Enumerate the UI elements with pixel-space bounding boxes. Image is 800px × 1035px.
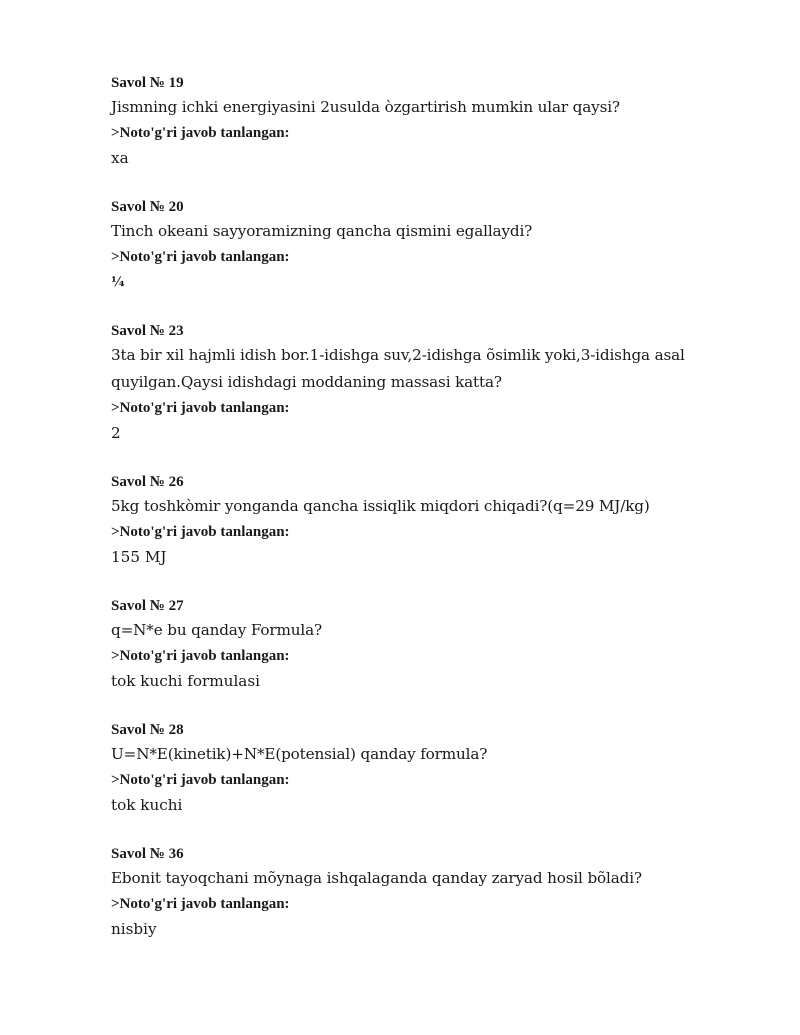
question-title: Savol № 19 <box>111 75 184 91</box>
question-block-26 <box>111 471 711 571</box>
question-title: Savol № 23 <box>111 323 184 339</box>
selected-answer: ¼ <box>111 275 125 290</box>
question-text: 3ta bir xil hajmli idish bor.1-idishga suv,2-idishga õsimlik yoki,3-idishga asal quyilgan.Qaysi idishdagi moddaning massasi katta? <box>111 346 685 391</box>
question-text: Tinch okeani sayyoramizning qancha qismini egallaydi? <box>111 222 533 240</box>
document-page <box>111 72 711 943</box>
question-title: Savol № 26 <box>111 474 184 490</box>
wrong-answer-label: >Noto'g'ri javob tanlangan: <box>111 125 290 141</box>
question-title: Savol № 27 <box>111 598 184 614</box>
question-text: q=N*e bu qanday Formula? <box>111 621 322 639</box>
wrong-answer-label: >Noto'g'ri javob tanlangan: <box>111 524 290 540</box>
wrong-answer-label: >Noto'g'ri javob tanlangan: <box>111 648 290 664</box>
wrong-answer-label: >Noto'g'ri javob tanlangan: <box>111 772 290 788</box>
wrong-answer-label: >Noto'g'ri javob tanlangan: <box>111 249 290 265</box>
selected-answer: tok kuchi formulasi <box>111 672 261 690</box>
question-title: Savol № 20 <box>111 199 184 215</box>
question-block-20 <box>111 196 711 296</box>
selected-answer: xa <box>111 149 129 167</box>
question-title: Savol № 28 <box>111 722 184 738</box>
question-text: Jismning ichki energiyasini 2usulda òzgartirish mumkin ular qaysi? <box>111 98 620 116</box>
selected-answer: tok kuchi <box>111 796 183 814</box>
selected-answer: 2 <box>111 424 121 442</box>
wrong-answer-label: >Noto'g'ri javob tanlangan: <box>111 896 290 912</box>
question-block-19 <box>111 72 711 172</box>
question-text: U=N*E(kinetik)+N*E(potensial) qanday formula? <box>111 745 488 763</box>
question-text: Ebonit tayoqchani mõynaga ishqalaganda qanday zaryad hosil bõladi? <box>111 869 642 887</box>
selected-answer: 155 MJ <box>111 548 167 566</box>
selected-answer: nisbiy <box>111 920 157 938</box>
question-block-27 <box>111 595 711 695</box>
question-block-36 <box>111 843 711 943</box>
wrong-answer-label: >Noto'g'ri javob tanlangan: <box>111 400 290 416</box>
question-text: 5kg toshkòmir yonganda qancha issiqlik miqdori chiqadi?(q=29 MJ/kg) <box>111 497 650 515</box>
question-title: Savol № 36 <box>111 846 184 862</box>
question-block-28 <box>111 719 711 819</box>
question-block-23 <box>111 320 711 447</box>
